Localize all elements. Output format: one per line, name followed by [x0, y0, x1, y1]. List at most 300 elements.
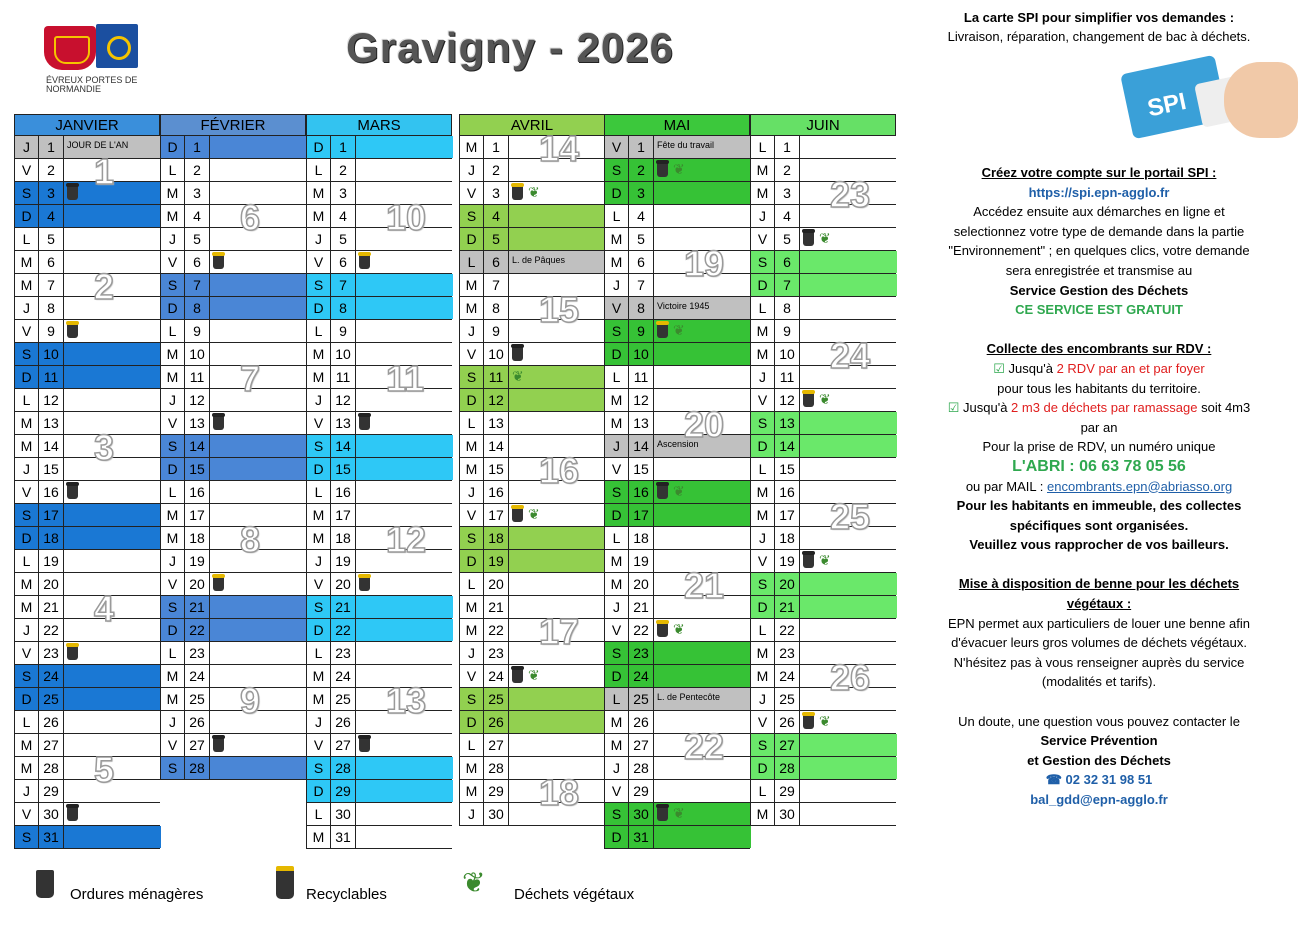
day-row	[459, 734, 605, 757]
day-row	[14, 320, 160, 343]
weekday-letter: V	[307, 734, 331, 756]
day-row	[750, 274, 896, 297]
day-number: 22	[39, 619, 64, 641]
day-row	[14, 435, 160, 458]
household-bin-icon	[36, 870, 54, 898]
weekday-letter: L	[15, 389, 39, 411]
day-cell	[800, 780, 897, 802]
bulky-7: spécifiques sont organisées.	[1009, 517, 1189, 533]
weekday-letter: D	[15, 688, 39, 710]
day-row	[459, 550, 605, 573]
weekday-letter: L	[161, 481, 185, 503]
day-row	[306, 182, 452, 205]
day-cell	[800, 734, 897, 756]
day-number: 24	[775, 665, 800, 687]
portal-service: Service Gestion des Déchets	[1009, 282, 1189, 298]
bulky-3c: soit 4m3	[1201, 400, 1251, 416]
day-number: 1	[185, 136, 210, 158]
day-number: 22	[331, 619, 356, 641]
spi-card-label: SPI	[1145, 87, 1189, 123]
household-bin-icon	[359, 415, 370, 430]
portal-url[interactable]: https://spi.epn-agglo.fr	[1028, 184, 1170, 200]
benne-1: EPN permet aux particuliers de louer une benne afin	[947, 615, 1251, 631]
day-cell	[356, 297, 453, 319]
day-cell	[64, 228, 161, 250]
day-number: 11	[629, 366, 654, 388]
weekday-letter: D	[15, 366, 39, 388]
hand-icon	[1224, 62, 1298, 138]
day-row	[160, 366, 306, 389]
day-number: 7	[629, 274, 654, 296]
day-row	[160, 435, 306, 458]
day-cell	[210, 619, 307, 641]
weekday-letter: M	[460, 780, 484, 802]
day-number: 10	[484, 343, 509, 365]
day-cell	[509, 527, 606, 549]
day-number: 30	[775, 803, 800, 825]
recycling-bin-icon	[657, 323, 668, 338]
month-header: MARS	[306, 114, 452, 136]
day-number: 3	[484, 182, 509, 204]
day-row	[459, 527, 605, 550]
day-number: 8	[39, 297, 64, 319]
household-bin-icon	[512, 346, 523, 361]
day-number: 9	[39, 320, 64, 342]
day-number: 10	[629, 343, 654, 365]
weekday-letter: D	[307, 136, 331, 158]
bulky-6: Pour les habitants en immeuble, des collectes	[956, 498, 1242, 514]
day-row	[750, 688, 896, 711]
day-number: 5	[331, 228, 356, 250]
weekday-letter: S	[15, 504, 39, 526]
day-cell	[210, 757, 307, 779]
contact-phone[interactable]: 02 32 31 98 51	[1065, 772, 1153, 788]
day-cell	[509, 550, 606, 572]
week-number: 10	[386, 197, 427, 238]
weekday-letter: M	[161, 688, 185, 710]
day-cell	[654, 343, 751, 365]
weekday-letter: L	[460, 251, 484, 273]
weekday-letter: M	[15, 573, 39, 595]
day-row	[604, 642, 750, 665]
week-number: 26	[830, 657, 871, 698]
weekday-letter: M	[751, 665, 775, 687]
day-row	[459, 458, 605, 481]
day-cell	[210, 642, 307, 664]
day-row	[160, 688, 306, 711]
day-row	[750, 435, 896, 458]
weekday-letter: V	[605, 780, 629, 802]
weekday-letter: J	[161, 389, 185, 411]
day-row	[306, 665, 452, 688]
day-number: 4	[39, 205, 64, 227]
week-number: 24	[830, 335, 871, 376]
day-row	[459, 780, 605, 803]
day-number: 7	[331, 274, 356, 296]
household-bin-icon	[657, 806, 668, 821]
weekday-letter: M	[460, 458, 484, 480]
day-number: 22	[484, 619, 509, 641]
day-row	[750, 320, 896, 343]
weekday-letter: M	[161, 182, 185, 204]
weekday-letter: M	[605, 734, 629, 756]
weekday-letter: M	[161, 527, 185, 549]
day-row	[306, 366, 452, 389]
day-number: 4	[185, 205, 210, 227]
weekday-letter: L	[307, 320, 331, 342]
day-row	[750, 182, 896, 205]
day-cell	[800, 803, 897, 825]
weekday-letter: V	[605, 458, 629, 480]
weekday-letter: J	[161, 711, 185, 733]
day-row	[306, 343, 452, 366]
day-number: 29	[629, 780, 654, 802]
day-row	[604, 205, 750, 228]
week-number: 3	[94, 427, 115, 468]
day-row	[459, 757, 605, 780]
day-cell	[800, 619, 897, 641]
weekday-letter: D	[460, 711, 484, 733]
bulky-1b: 2 RDV par an et par foyer	[1056, 360, 1205, 376]
day-row	[604, 251, 750, 274]
day-number: 2	[775, 159, 800, 181]
day-number: 9	[629, 320, 654, 342]
day-row	[459, 159, 605, 182]
day-number: 2	[185, 159, 210, 181]
day-row	[604, 343, 750, 366]
day-cell	[356, 320, 453, 342]
day-row	[306, 642, 452, 665]
day-number: 19	[775, 550, 800, 572]
day-row	[306, 205, 452, 228]
day-cell	[64, 665, 161, 687]
day-row	[160, 642, 306, 665]
weekday-letter: L	[605, 527, 629, 549]
weekday-letter: M	[161, 665, 185, 687]
weekday-letter: V	[15, 803, 39, 825]
day-row	[160, 389, 306, 412]
day-row	[604, 734, 750, 757]
day-row	[14, 527, 160, 550]
household-bin-icon	[803, 553, 814, 568]
weekday-letter: M	[15, 251, 39, 273]
day-row	[459, 435, 605, 458]
day-number: 10	[39, 343, 64, 365]
weekday-letter: V	[307, 573, 331, 595]
day-row	[306, 159, 452, 182]
holiday-label: JOUR DE L'AN	[67, 140, 129, 150]
day-row	[459, 136, 605, 159]
day-row	[604, 159, 750, 182]
day-number: 18	[185, 527, 210, 549]
week-number: 18	[539, 772, 580, 813]
recycling-bin-icon	[803, 714, 814, 729]
recycling-bin-icon	[213, 576, 224, 591]
day-row	[14, 711, 160, 734]
day-row	[604, 550, 750, 573]
day-row	[750, 297, 896, 320]
day-number: 6	[185, 251, 210, 273]
weekday-letter: L	[460, 412, 484, 434]
weekday-letter: J	[161, 228, 185, 250]
day-number: 2	[39, 159, 64, 181]
weekday-letter: V	[161, 573, 185, 595]
day-number: 26	[331, 711, 356, 733]
household-bin-icon	[213, 737, 224, 752]
weekday-letter: S	[751, 734, 775, 756]
holiday-label: Ascension	[657, 439, 699, 449]
weekday-letter: L	[605, 688, 629, 710]
day-cell	[654, 182, 751, 204]
portal-text-1: Accédez ensuite aux démarches en ligne et	[973, 204, 1225, 220]
day-row	[604, 665, 750, 688]
weekday-letter: L	[460, 573, 484, 595]
week-number: 15	[539, 289, 580, 330]
day-number: 16	[629, 481, 654, 503]
day-row	[604, 826, 750, 849]
weekday-letter: M	[307, 343, 331, 365]
day-number: 23	[629, 642, 654, 664]
bulky-phone[interactable]: L'ABRI : 06 63 78 05 56	[1012, 457, 1186, 475]
day-row	[604, 274, 750, 297]
portal-text-2: selectionnez votre type de demande dans la partie	[953, 223, 1245, 239]
day-number: 17	[331, 504, 356, 526]
day-number: 24	[185, 665, 210, 687]
day-cell	[509, 711, 606, 733]
week-number: 16	[539, 450, 580, 491]
day-row	[160, 711, 306, 734]
weekday-letter: L	[307, 803, 331, 825]
day-row	[160, 504, 306, 527]
day-cell	[210, 458, 307, 480]
weekday-letter: S	[15, 665, 39, 687]
month-fevrier	[160, 114, 306, 776]
weekday-letter: J	[460, 642, 484, 664]
normandy-shield-icon	[44, 26, 96, 70]
day-row	[306, 297, 452, 320]
day-number: 28	[484, 757, 509, 779]
day-number: 23	[775, 642, 800, 664]
day-number: 30	[331, 803, 356, 825]
weekday-letter: J	[605, 274, 629, 296]
contact-mail[interactable]: bal_gdd@epn-agglo.fr	[1030, 792, 1168, 807]
recycling-bin-icon	[512, 507, 523, 522]
weekday-letter: D	[307, 619, 331, 641]
bulky-2: pour tous les habitants du territoire.	[997, 380, 1201, 396]
day-cell	[64, 688, 161, 710]
day-row	[604, 481, 750, 504]
spi-card-image	[1120, 44, 1300, 144]
day-number: 29	[331, 780, 356, 802]
weekday-letter: J	[15, 458, 39, 480]
day-number: 23	[484, 642, 509, 664]
day-cell	[509, 573, 606, 595]
day-number: 7	[484, 274, 509, 296]
weekday-letter: V	[460, 343, 484, 365]
day-number: 11	[484, 366, 509, 388]
green-waste-icon: ❦	[512, 368, 524, 384]
week-number: 5	[94, 749, 115, 790]
weekday-letter: M	[605, 573, 629, 595]
day-number: 19	[331, 550, 356, 572]
recycling-bin-icon	[213, 254, 224, 269]
weekday-letter: S	[751, 251, 775, 273]
day-number: 25	[775, 688, 800, 710]
day-number: 11	[185, 366, 210, 388]
day-cell	[654, 527, 751, 549]
weekday-letter: J	[15, 619, 39, 641]
day-number: 10	[775, 343, 800, 365]
day-row	[160, 182, 306, 205]
day-cell	[210, 320, 307, 342]
day-cell	[356, 274, 453, 296]
day-number: 23	[39, 642, 64, 664]
day-cell	[800, 274, 897, 296]
week-number: 1	[94, 151, 115, 192]
day-number: 17	[484, 504, 509, 526]
weekday-letter: L	[751, 297, 775, 319]
day-row	[604, 182, 750, 205]
weekday-letter: M	[751, 320, 775, 342]
day-number: 1	[775, 136, 800, 158]
bulky-mail-link[interactable]: encombrants.epn@abriasso.org	[1047, 478, 1233, 494]
day-number: 20	[185, 573, 210, 595]
day-number: 18	[629, 527, 654, 549]
weekday-letter: L	[751, 458, 775, 480]
day-row	[750, 780, 896, 803]
household-bin-icon	[67, 185, 78, 200]
weekday-letter: V	[751, 711, 775, 733]
day-row	[14, 573, 160, 596]
weekday-letter: L	[751, 780, 775, 802]
weekday-letter: L	[161, 320, 185, 342]
bulky-4: par an	[1080, 419, 1118, 435]
weekday-letter: V	[15, 159, 39, 181]
month-janvier	[14, 114, 160, 845]
day-number: 14	[629, 435, 654, 457]
day-cell	[356, 136, 453, 158]
day-cell	[654, 642, 751, 664]
household-bin-icon	[657, 484, 668, 499]
day-number: 26	[185, 711, 210, 733]
day-row	[306, 251, 452, 274]
weekday-letter: D	[751, 274, 775, 296]
weekday-letter: L	[307, 481, 331, 503]
month-header: JANVIER	[14, 114, 160, 136]
green-waste-icon: ❦	[462, 867, 486, 898]
day-row	[14, 757, 160, 780]
day-number: 18	[775, 527, 800, 549]
week-number: 9	[240, 680, 261, 721]
day-cell	[356, 596, 453, 618]
day-cell	[356, 826, 453, 848]
weekday-letter: S	[307, 435, 331, 457]
day-cell	[356, 435, 453, 457]
day-row	[14, 642, 160, 665]
day-cell	[210, 481, 307, 503]
day-row	[160, 205, 306, 228]
day-row	[14, 481, 160, 504]
day-number: 14	[775, 435, 800, 457]
day-row	[306, 274, 452, 297]
day-row	[306, 320, 452, 343]
day-number: 21	[331, 596, 356, 618]
day-row	[459, 274, 605, 297]
legend-recyclables: Recyclables	[306, 886, 387, 903]
day-row	[306, 389, 452, 412]
weekday-letter: D	[15, 205, 39, 227]
day-number: 12	[484, 389, 509, 411]
household-bin-icon	[657, 162, 668, 177]
day-cell	[509, 205, 606, 227]
household-bin-icon	[67, 806, 78, 821]
portal-text-3: "Environnement" ; en quelques clics, votre demande	[948, 243, 1250, 259]
weekday-letter: D	[307, 780, 331, 802]
day-row	[14, 734, 160, 757]
weekday-letter: J	[751, 366, 775, 388]
weekday-letter: M	[605, 228, 629, 250]
day-row	[750, 527, 896, 550]
day-row	[160, 228, 306, 251]
day-row	[459, 596, 605, 619]
day-number: 13	[331, 412, 356, 434]
weekday-letter: D	[605, 665, 629, 687]
day-number: 20	[331, 573, 356, 595]
weekday-letter: V	[15, 320, 39, 342]
day-cell	[356, 458, 453, 480]
weekday-letter: J	[15, 297, 39, 319]
day-row	[14, 826, 160, 849]
day-number: 24	[484, 665, 509, 687]
day-cell	[356, 803, 453, 825]
day-number: 17	[629, 504, 654, 526]
check-icon: ☑	[947, 400, 960, 416]
day-number: 19	[39, 550, 64, 572]
portal-free: CE SERVICE EST GRATUIT	[1015, 302, 1183, 318]
weekday-letter: D	[161, 136, 185, 158]
check-icon: ☑	[993, 360, 1005, 376]
day-row	[459, 182, 605, 205]
day-row	[750, 205, 896, 228]
legend-ordures: Ordures ménagères	[70, 886, 204, 903]
day-number: 29	[39, 780, 64, 802]
day-row	[306, 780, 452, 803]
green-waste-icon: ❦	[673, 805, 685, 821]
day-row	[160, 550, 306, 573]
day-number: 24	[39, 665, 64, 687]
day-number: 20	[484, 573, 509, 595]
day-row	[750, 366, 896, 389]
day-cell	[64, 389, 161, 411]
day-row	[459, 205, 605, 228]
holiday-label: L. de Pentecôte	[657, 692, 721, 702]
day-number: 28	[185, 757, 210, 779]
weekday-letter: S	[605, 642, 629, 664]
weekday-letter: J	[307, 550, 331, 572]
day-row	[459, 665, 605, 688]
contact-1: Un doute, une question vous pouvez contacter le	[958, 713, 1240, 729]
day-row	[14, 550, 160, 573]
week-number: 12	[386, 519, 427, 560]
weekday-letter: L	[751, 136, 775, 158]
day-row	[750, 573, 896, 596]
day-row	[160, 274, 306, 297]
portal-title: Créez votre compte sur le portail SPI :	[981, 165, 1217, 180]
day-number: 26	[629, 711, 654, 733]
weekday-letter: J	[307, 711, 331, 733]
week-number: 4	[94, 588, 115, 629]
day-number: 6	[331, 251, 356, 273]
